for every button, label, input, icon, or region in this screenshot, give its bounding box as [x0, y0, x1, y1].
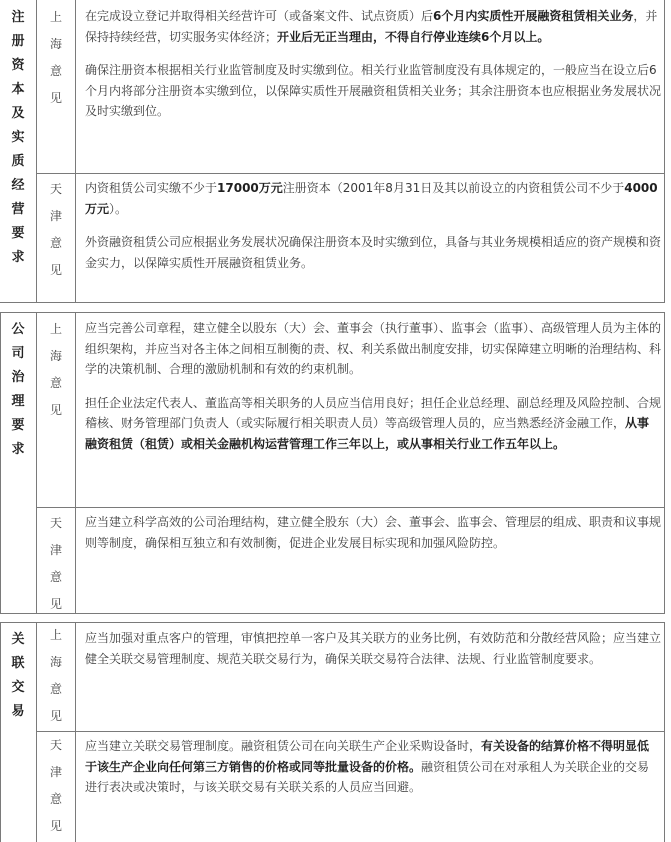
paragraph: 担任企业法定代表人、董监高等相关职务的人员应当信用良好；担任企业总经理、副总经理及风险控制、合规稽核、财务管理部门负责人（或实际履行相关职责人员）等高级管理人员的，应当熟悉经济金融工作，从事融资租赁（租赁）或相关金融机构运营管理工作三年以上，或从事相关行业工作五年以上。	[85, 395, 662, 451]
opinion-text	[85, 628, 661, 682]
section-registered-capital	[0, 0, 671, 303]
paragraph: 在完成设立登记并取得相关经营许可（或备案文件、试点资质）后6个月内实质性开展融资租赁相关业务，并保持持续经营，切实服务实体经济；开业后无正当理由，不得自行停业连续6个月以上。	[85, 9, 658, 44]
source-label-tianjin: 天 津 意 见	[49, 516, 62, 611]
opinion-text	[85, 512, 661, 566]
source-label-shanghai: 上 海 意 见	[49, 322, 62, 417]
source-label-shanghai: 上 海 意 见	[49, 628, 62, 723]
source-label-tianjin: 天 津 意 见	[49, 738, 62, 833]
paragraph: 应当加强对重点客户的管理，审慎把控单一客户及其关联方的业务比例，有效防范和分散经营风险；应当建立健全关联交易管理制度、规范关联交易行为，确保关联交易符合法律、法规、行业监管制度要求。	[85, 631, 662, 666]
paragraph: 应当完善公司章程，建立健全以股东（大）会、董事会（执行董事）、监事会（监事）、高级管理人员为主体的组织架构，并应当对各主体之间相互制衡的责、权、利关系做出制度安排，切实保障建立明晰的治理结构、科学的决策机制、合理的激励机制和有效的约束机制。	[85, 321, 662, 376]
paragraph: 应当建立关联交易管理制度。融资租赁公司在向关联生产企业采购设备时，有关设备的结算价格不得明显低于该生产企业向任何第三方销售的价格或同等批量设备的价格。融资租赁公司在对承租人为关联企业的交易进行表决或决策时，与该关联交易有关联关系的人员应当回避。	[85, 739, 650, 794]
source-label-shanghai: 上 海 意 见	[49, 10, 62, 105]
section-related-transactions	[0, 622, 671, 842]
paragraph: 外资融资租赁公司应根据业务发展状况确保注册资本及时实缴到位，具备与其业务规模相适应的资产规模和资金实力，以保障实质性开展融资租赁业务。	[85, 235, 662, 270]
category-label-registered-capital: 注 册 资 本 及 实 质 经 营 要 求	[11, 10, 25, 265]
category-label-corporate-governance: 公 司 治 理 要 求	[11, 322, 25, 457]
opinion-text	[85, 736, 661, 811]
paragraph: 内资租赁公司实缴不少于17000万元注册资本（2001年8月31日及其以前设立的内资租赁公司不少于4000万元）。	[85, 181, 658, 216]
opinion-text	[85, 178, 661, 286]
paragraph: 确保注册资本根据相关行业监管制度及时实缴到位。相关行业监管制度没有具体规定的，一般应当在设立后6个月内将部分注册资本实缴到位，以保障实质性开展融资租赁相关业务；其余注册资本也应根据业务发展状况及时实缴到位。	[85, 63, 662, 118]
opinion-text	[85, 6, 661, 135]
section-corporate-governance	[0, 312, 671, 614]
paragraph: 应当建立科学高效的公司治理结构，建立健全股东（大）会、董事会、监事会、管理层的组成、职责和议事规则等制度，确保相互独立和有效制衡，促进企业发展目标实现和加强风险防控。	[85, 515, 662, 550]
category-label-related-transactions: 关 联 交 易	[11, 632, 25, 719]
opinion-text	[85, 318, 661, 467]
source-label-tianjin: 天 津 意 见	[49, 182, 62, 277]
